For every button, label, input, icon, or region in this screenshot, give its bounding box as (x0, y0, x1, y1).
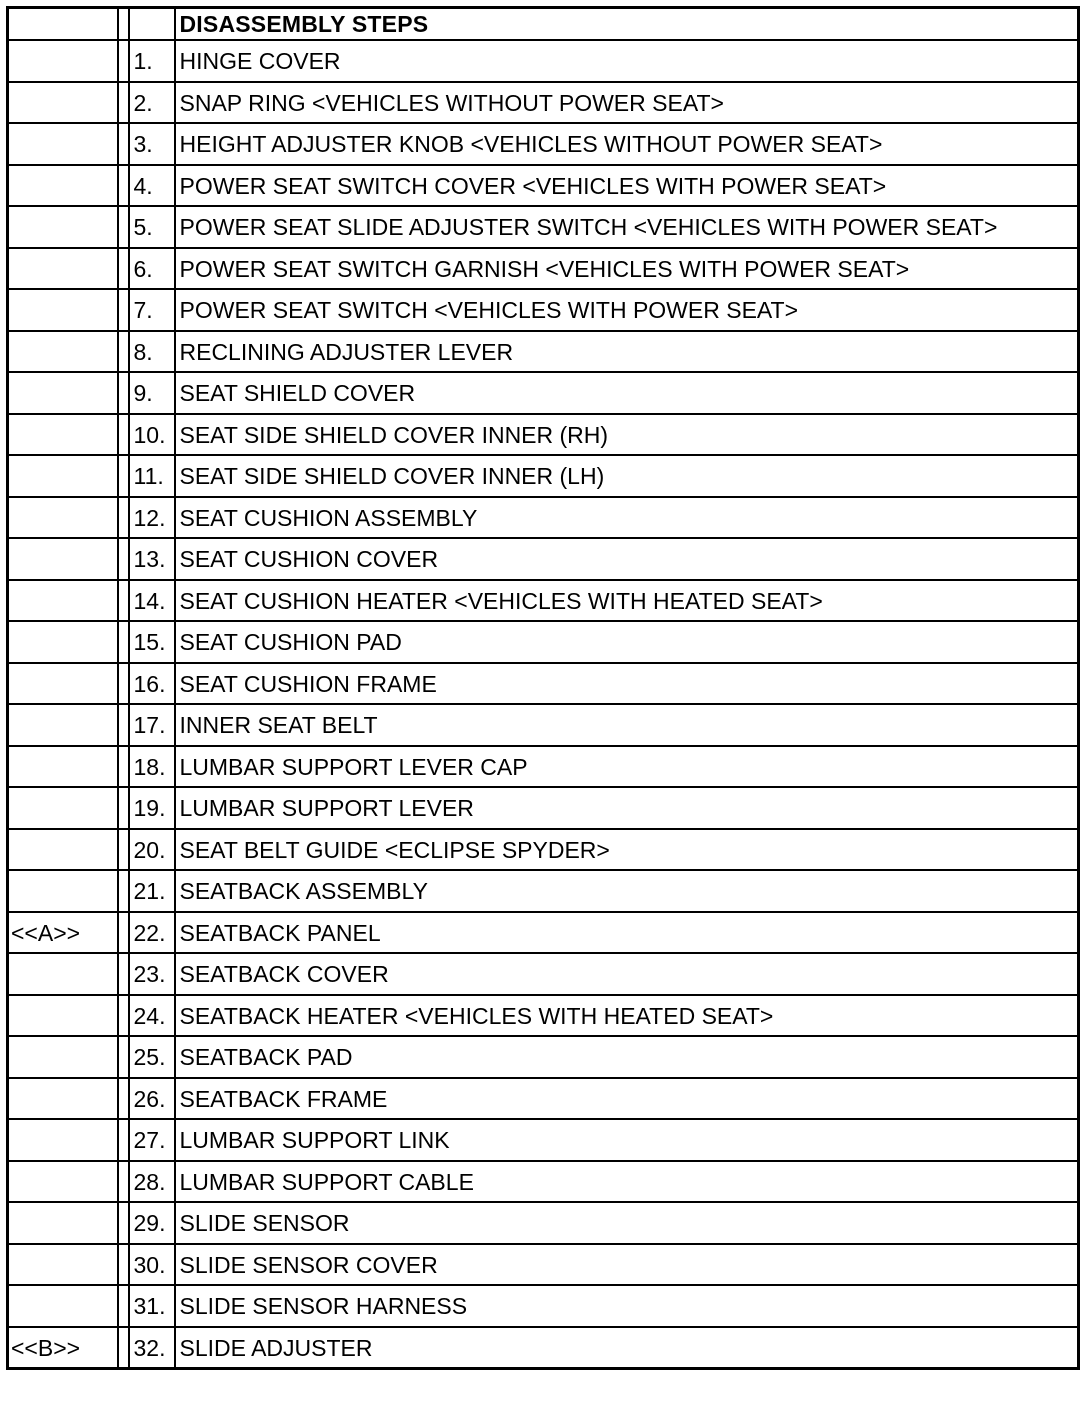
step-reference-cell (8, 455, 118, 497)
step-gap-cell (118, 538, 129, 580)
step-gap-cell (118, 912, 129, 954)
step-description-cell: SLIDE SENSOR (175, 1202, 1079, 1244)
step-number-cell: 7. (129, 289, 175, 331)
step-gap-cell (118, 165, 129, 207)
step-description-cell: POWER SEAT SLIDE ADJUSTER SWITCH <VEHICLES WITH POWER SEAT> (175, 206, 1079, 248)
step-gap-cell (118, 1119, 129, 1161)
table-row (8, 331, 1079, 373)
table-row (8, 995, 1079, 1037)
step-gap-cell (118, 704, 129, 746)
step-reference-cell (8, 1119, 118, 1161)
step-gap-cell (118, 1161, 129, 1203)
step-description-cell: SEAT CUSHION ASSEMBLY (175, 497, 1079, 539)
step-gap-cell (118, 455, 129, 497)
table-row (8, 1161, 1079, 1203)
table-row (8, 1202, 1079, 1244)
table-row (8, 912, 1079, 954)
step-description-cell: SEATBACK FRAME (175, 1078, 1079, 1120)
step-reference-cell (8, 1078, 118, 1120)
step-gap-cell (118, 995, 129, 1037)
step-reference-cell (8, 663, 118, 705)
step-reference-cell (8, 206, 118, 248)
disassembly-steps-body (8, 8, 1079, 1369)
step-description-cell: SEATBACK PANEL (175, 912, 1079, 954)
table-row (8, 1285, 1079, 1327)
step-reference-cell (8, 497, 118, 539)
table-row (8, 414, 1079, 456)
step-gap-cell (118, 829, 129, 871)
step-number-cell: 19. (129, 787, 175, 829)
step-number-cell: 9. (129, 372, 175, 414)
table-row (8, 704, 1079, 746)
table-header-title: DISASSEMBLY STEPS (175, 8, 1079, 41)
step-reference-cell: <<B>> (8, 1327, 118, 1369)
table-row (8, 787, 1079, 829)
step-number-cell: 11. (129, 455, 175, 497)
step-reference-cell (8, 870, 118, 912)
step-reference-cell (8, 1285, 118, 1327)
step-reference-cell (8, 372, 118, 414)
step-reference-cell (8, 580, 118, 622)
step-number-cell: 22. (129, 912, 175, 954)
step-number-cell: 27. (129, 1119, 175, 1161)
step-number-cell: 12. (129, 497, 175, 539)
step-number-cell: 29. (129, 1202, 175, 1244)
table-row (8, 1119, 1079, 1161)
step-description-cell: POWER SEAT SWITCH <VEHICLES WITH POWER SEAT> (175, 289, 1079, 331)
step-number-cell: 15. (129, 621, 175, 663)
step-number-cell: 31. (129, 1285, 175, 1327)
step-gap-cell (118, 372, 129, 414)
step-description-cell: INNER SEAT BELT (175, 704, 1079, 746)
step-number-cell: 26. (129, 1078, 175, 1120)
step-gap-cell (118, 580, 129, 622)
table-row (8, 1327, 1079, 1369)
step-gap-cell (118, 746, 129, 788)
disassembly-steps-table (6, 6, 1080, 1370)
step-description-cell: LUMBAR SUPPORT CABLE (175, 1161, 1079, 1203)
step-reference-cell (8, 331, 118, 373)
step-description-cell: POWER SEAT SWITCH GARNISH <VEHICLES WITH POWER SEAT> (175, 248, 1079, 290)
step-reference-cell (8, 995, 118, 1037)
step-description-cell: RECLINING ADJUSTER LEVER (175, 331, 1079, 373)
step-description-cell: LUMBAR SUPPORT LEVER (175, 787, 1079, 829)
table-row (8, 953, 1079, 995)
table-row (8, 248, 1079, 290)
step-number-cell: 18. (129, 746, 175, 788)
step-number-cell: 20. (129, 829, 175, 871)
step-gap-cell (118, 663, 129, 705)
step-description-cell: SNAP RING <VEHICLES WITHOUT POWER SEAT> (175, 82, 1079, 124)
step-gap-cell (118, 1036, 129, 1078)
step-description-cell: HINGE COVER (175, 40, 1079, 82)
table-row (8, 663, 1079, 705)
step-description-cell: SEATBACK COVER (175, 953, 1079, 995)
table-row (8, 1078, 1079, 1120)
table-row (8, 289, 1079, 331)
table-row (8, 123, 1079, 165)
step-number-cell: 6. (129, 248, 175, 290)
step-description-cell: SEAT SIDE SHIELD COVER INNER (LH) (175, 455, 1079, 497)
step-reference-cell (8, 621, 118, 663)
step-description-cell: SEAT CUSHION COVER (175, 538, 1079, 580)
table-row (8, 1244, 1079, 1286)
header-gap-cell (118, 8, 129, 41)
step-reference-cell (8, 1202, 118, 1244)
step-number-cell: 5. (129, 206, 175, 248)
step-number-cell: 21. (129, 870, 175, 912)
step-reference-cell (8, 829, 118, 871)
step-number-cell: 30. (129, 1244, 175, 1286)
step-description-cell: SEAT SIDE SHIELD COVER INNER (RH) (175, 414, 1079, 456)
header-num-cell (129, 8, 175, 41)
step-description-cell: LUMBAR SUPPORT LINK (175, 1119, 1079, 1161)
step-reference-cell: <<A>> (8, 912, 118, 954)
step-gap-cell (118, 82, 129, 124)
step-gap-cell (118, 1327, 129, 1369)
step-gap-cell (118, 787, 129, 829)
step-description-cell: SEAT CUSHION PAD (175, 621, 1079, 663)
step-reference-cell (8, 289, 118, 331)
table-row (8, 40, 1079, 82)
step-number-cell: 14. (129, 580, 175, 622)
step-reference-cell (8, 248, 118, 290)
step-gap-cell (118, 40, 129, 82)
table-row (8, 165, 1079, 207)
step-number-cell: 4. (129, 165, 175, 207)
header-ref-cell (8, 8, 118, 41)
step-gap-cell (118, 1202, 129, 1244)
table-header-row (8, 8, 1079, 41)
step-description-cell: POWER SEAT SWITCH COVER <VEHICLES WITH POWER SEAT> (175, 165, 1079, 207)
table-row (8, 206, 1079, 248)
step-reference-cell (8, 1244, 118, 1286)
table-row (8, 455, 1079, 497)
step-description-cell: SEATBACK HEATER <VEHICLES WITH HEATED SEAT> (175, 995, 1079, 1037)
step-reference-cell (8, 414, 118, 456)
step-number-cell: 1. (129, 40, 175, 82)
step-description-cell: SLIDE ADJUSTER (175, 1327, 1079, 1369)
table-row (8, 372, 1079, 414)
step-number-cell: 2. (129, 82, 175, 124)
step-number-cell: 13. (129, 538, 175, 580)
step-gap-cell (118, 497, 129, 539)
step-gap-cell (118, 206, 129, 248)
step-number-cell: 28. (129, 1161, 175, 1203)
step-description-cell: SLIDE SENSOR HARNESS (175, 1285, 1079, 1327)
step-reference-cell (8, 1161, 118, 1203)
step-gap-cell (118, 414, 129, 456)
table-row (8, 870, 1079, 912)
step-reference-cell (8, 82, 118, 124)
step-reference-cell (8, 704, 118, 746)
step-reference-cell (8, 787, 118, 829)
step-number-cell: 16. (129, 663, 175, 705)
step-description-cell: SEAT CUSHION FRAME (175, 663, 1079, 705)
step-description-cell: SLIDE SENSOR COVER (175, 1244, 1079, 1286)
table-row (8, 829, 1079, 871)
step-gap-cell (118, 1285, 129, 1327)
step-number-cell: 23. (129, 953, 175, 995)
step-number-cell: 25. (129, 1036, 175, 1078)
step-reference-cell (8, 40, 118, 82)
step-number-cell: 10. (129, 414, 175, 456)
step-gap-cell (118, 289, 129, 331)
step-number-cell: 3. (129, 123, 175, 165)
step-description-cell: SEATBACK ASSEMBLY (175, 870, 1079, 912)
step-reference-cell (8, 1036, 118, 1078)
step-description-cell: SEAT SHIELD COVER (175, 372, 1079, 414)
step-gap-cell (118, 953, 129, 995)
step-gap-cell (118, 1078, 129, 1120)
step-gap-cell (118, 248, 129, 290)
step-number-cell: 17. (129, 704, 175, 746)
step-description-cell: HEIGHT ADJUSTER KNOB <VEHICLES WITHOUT POWER SEAT> (175, 123, 1079, 165)
step-reference-cell (8, 165, 118, 207)
table-row (8, 746, 1079, 788)
step-number-cell: 32. (129, 1327, 175, 1369)
step-gap-cell (118, 621, 129, 663)
table-row (8, 497, 1079, 539)
step-reference-cell (8, 123, 118, 165)
step-description-cell: LUMBAR SUPPORT LEVER CAP (175, 746, 1079, 788)
table-row (8, 538, 1079, 580)
step-description-cell: SEAT CUSHION HEATER <VEHICLES WITH HEATED SEAT> (175, 580, 1079, 622)
step-reference-cell (8, 953, 118, 995)
step-gap-cell (118, 123, 129, 165)
table-row (8, 621, 1079, 663)
step-description-cell: SEAT BELT GUIDE <ECLIPSE SPYDER> (175, 829, 1079, 871)
table-row (8, 82, 1079, 124)
step-gap-cell (118, 331, 129, 373)
step-gap-cell (118, 870, 129, 912)
step-gap-cell (118, 1244, 129, 1286)
table-row (8, 1036, 1079, 1078)
table-row (8, 580, 1079, 622)
step-reference-cell (8, 538, 118, 580)
step-number-cell: 8. (129, 331, 175, 373)
step-description-cell: SEATBACK PAD (175, 1036, 1079, 1078)
step-number-cell: 24. (129, 995, 175, 1037)
step-reference-cell (8, 746, 118, 788)
